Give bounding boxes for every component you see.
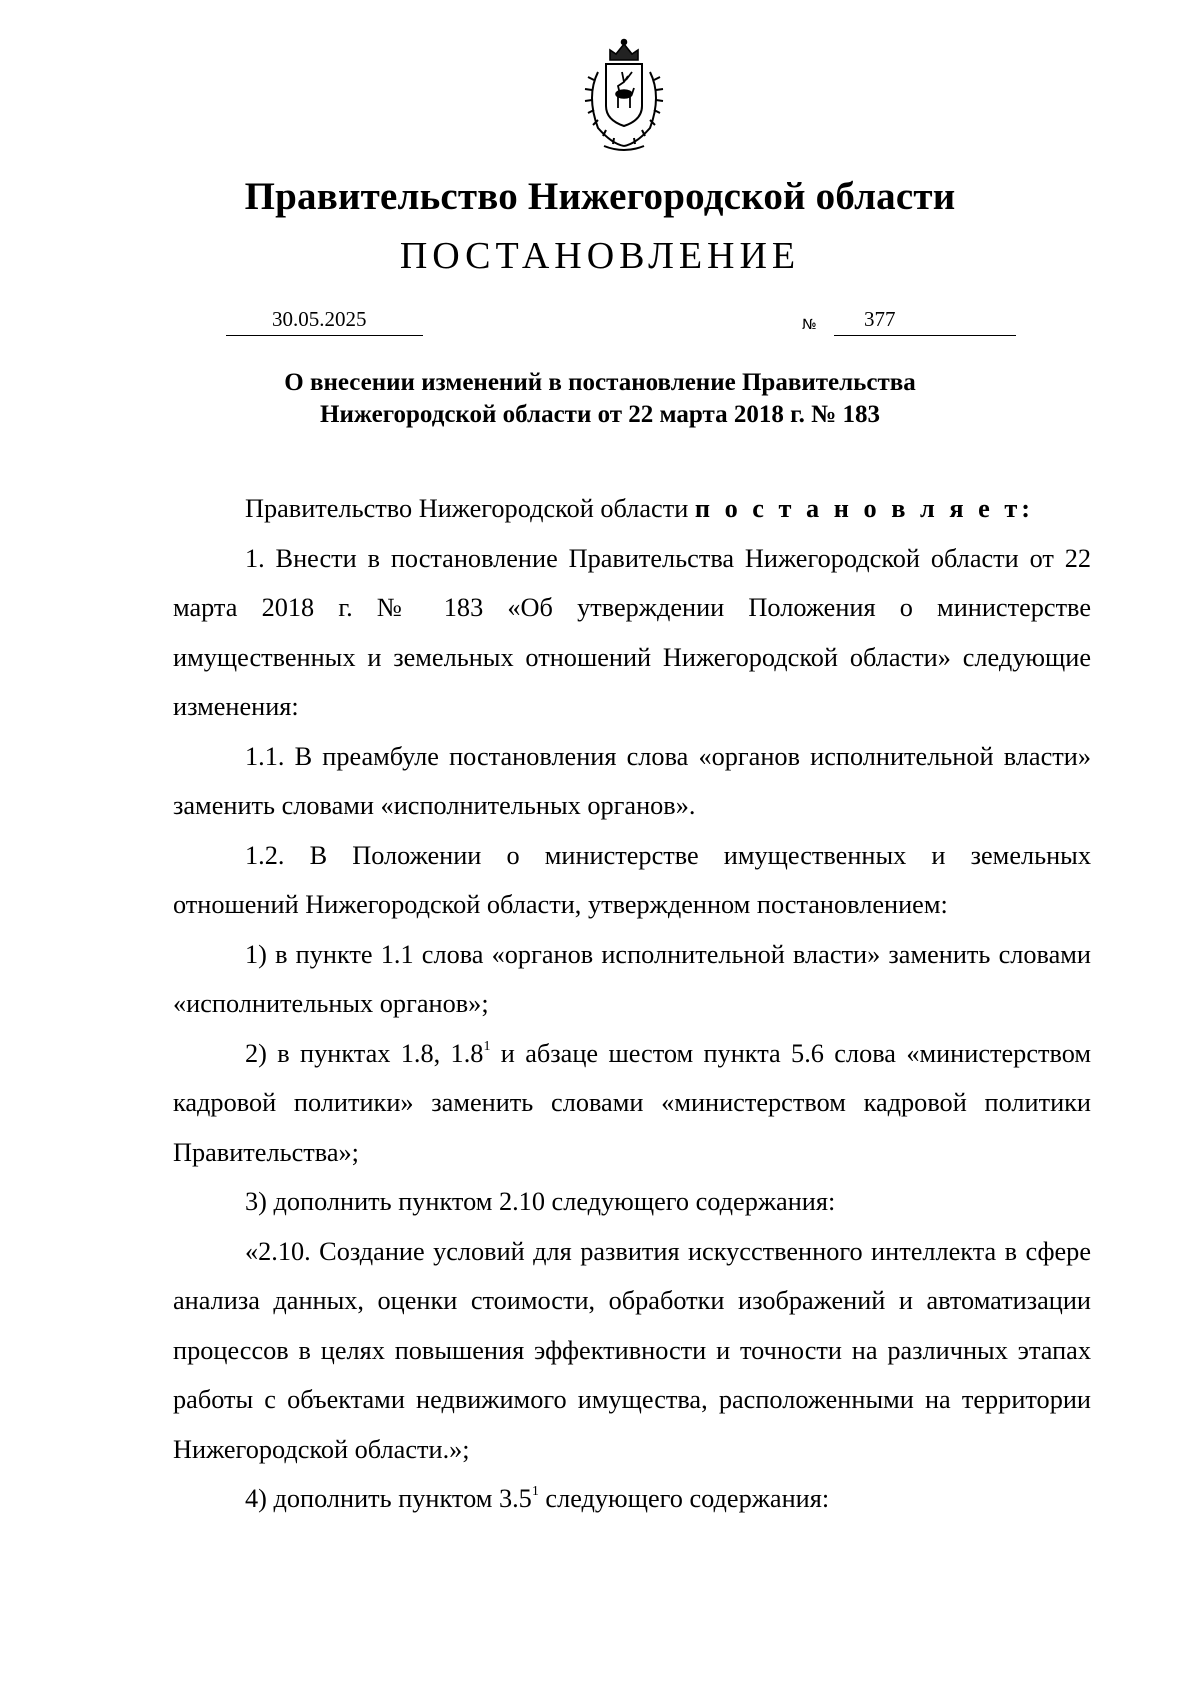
preamble-lead: Правительство Нижегородской области: [245, 494, 689, 523]
paragraph-1: 1. Внести в постановление Правительства Нижегородской области от 22 марта 2018 г. № 183 «Об утверждении Положения о министерстве имущественных и земельных отношений Нижегородской области» следующие изменения:: [173, 543, 1091, 721]
item-2-superscript: 1: [483, 1038, 491, 1054]
item-4-text-b: следующего содержания:: [538, 1484, 830, 1513]
paragraph-1-1: 1.1. В преамбуле постановления слова «органов исполнительной власти» заменить словами «исполнительных органов».: [173, 741, 1091, 820]
item-4: [173, 1474, 1091, 1524]
paragraph-1-2: 1.2. В Положении о министерстве имущественных и земельных отношений Нижегородской области, утвержденном постановлением:: [173, 840, 1091, 919]
government-name: Правительство Нижегородской области: [244, 175, 956, 218]
resolves-word: п о с т а н о в л я е т:: [694, 494, 1035, 523]
subject-line-2: Нижегородской области от 22 марта 2018 г. № 183: [320, 401, 880, 428]
item-2: [173, 1029, 1091, 1178]
item-4-text-a: 4) дополнить пунктом 3.5: [245, 1484, 532, 1513]
preamble-paragraph: [173, 484, 1091, 534]
number-field: [834, 305, 1016, 336]
item-2-text-b: и абзаце шестом пункта 5.6 слова «министерством кадровой политики» заменить словами «министерством кадровой политики Правительства»;: [173, 1038, 1092, 1167]
item-2-text-a: 2) в пунктах 1.8, 1.8: [245, 1038, 484, 1068]
date-field: [226, 305, 423, 336]
new-point-2-10: «2.10. Создание условий для развития искусственного интеллекта в сфере анализа данных, оценки стоимости, обработки изображений и автоматизации процессов в целях повышения эффективности и точности на различных этапах работы с объектами недвижимого имущества, расположенными на территории Нижегородской области.»;: [173, 1236, 1091, 1464]
document-date: 30.05.2025: [272, 307, 367, 331]
coat-of-arms-icon: [568, 36, 680, 156]
item-1: 1) в пункте 1.1 слова «органов исполнительной власти» заменить словами «исполнительных органов»;: [173, 939, 1091, 1018]
document-number: 377: [864, 307, 896, 331]
number-sign: №: [802, 317, 817, 333]
document-body: [173, 484, 1091, 1524]
document-type: ПОСТАНОВЛЕНИЕ: [399, 235, 801, 277]
item-3: 3) дополнить пунктом 2.10 следующего содержания:: [245, 1187, 836, 1216]
subject-line-1: О внесении изменений в постановление Правительства: [284, 369, 916, 396]
document-subject: [0, 367, 1200, 431]
item-4-superscript: 1: [531, 1484, 539, 1499]
